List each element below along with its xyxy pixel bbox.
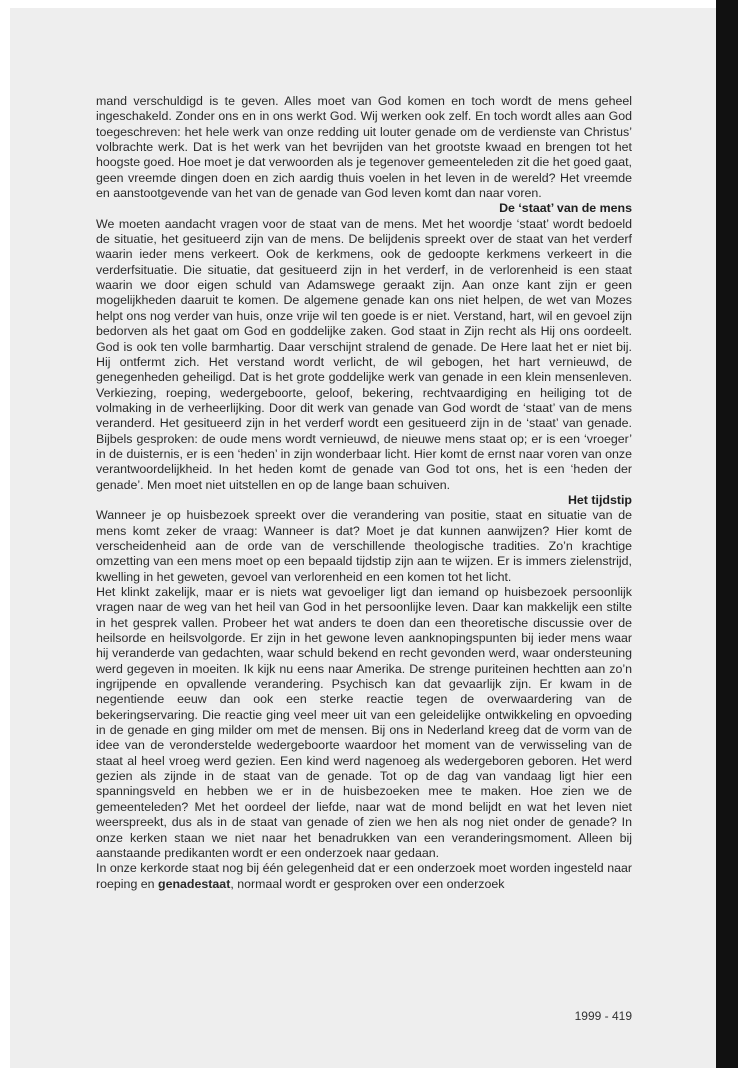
intro-paragraph: mand verschuldigd is te geven. Alles moet van God komen en toch wordt de mens geheel ingeschakeld. Zonder ons en in ons werkt God. Wij werken ook zelf. En toch wordt alles aan God toegeschreven: het hele werk van onze redding uit louter genade om de verdienste van Christus’ volbrachte werk. Dat is het werk van het bevrijden van het grootste kwaad en brengen tot het hoogste goed. Hoe moet je dat verwoorden als je tegenover gemeenteleden zit die het goed gaat, geen vreemde dingen doen en zich aardig thuis voelen in het leven in de wereld? Het vreemde en aanstootgevende van het van de genade van God leven komt dan naar voren.	[96, 94, 632, 201]
scan-edge-right	[716, 0, 738, 1068]
article-body	[96, 94, 632, 892]
heading-staat-van-de-mens: De ‘staat’ van de mens	[499, 201, 632, 216]
staat-paragraph: We moeten aandacht vragen voor de staat van de mens. Met het woordje ‘staat’ wordt bedoeld de situatie, het gesitueerd zijn van de mens. De belijdenis spreekt over de staat van het verderf waarin ieder mens verkeert. Ook de kerkmens, ook de gedoopte kerkmens verkeert in die verderfsituatie. Die situatie, dat gesitueerd zijn in het verderf, in de verlorenheid is een staat waarin we door eigen schuld van Adamswege geraakt zijn. Aan onze kant zijn er geen mogelijkheden daaruit te komen. De algemene genade kan ons niet helpen, de wet van Mozes helpt ons nog verder van huis, onze vrije wil ten goede is er niet. Verstand, hart, wil en gevoel zijn bedorven als het gaat om God en goddelijke zaken. God staat in Zijn recht als Hij ons oordeelt. God is ook ten volle barmhartig. Daar verschijnt stralend de genade. De Here laat het er niet bij. Hij ontfermt zich. Het verstand wordt verlicht, de wil gebogen, het hart vernieuwd, de genegenheden geheiligd. Dat is het grote goddelijke werk van genade in een klein mensenleven. Verkiezing, roeping, wedergeboorte, geloof, bekering, rechtvaardiging en heiliging tot de volmaking in de verheerlijking. Door dit werk van genade van God wordt de ‘staat’ van de mens veranderd. Het gesitueerd zijn in het verderf wordt een gesitueerd zijn in de ‘staat’ van genade. Bijbels gesproken: de oude mens wordt vernieuwd, de nieuwe mens staat op; er is een ‘vroeger’ in de duisternis, er is een ‘heden’ in zijn wonderbaar licht. Hier komt de ernst naar voren van onze verantwoordelijkheid. In het heden komt de genade van God tot ons, het is een ‘heden der genade’. Men moet niet uitstellen en op de lange baan schuiven.	[96, 216, 632, 492]
tijdstip-paragraph-1: Wanneer je op huisbezoek spreekt over die verandering van positie, staat en situatie van de mens komt zeker de vraag: Wanneer is dat? Moet je dat kunnen aanwijzen? Hier komt de verscheidenheid aan de orde van de verschillende theologische tradities. Zo’n krachtige omzetting van een mens moet op een bepaald tijdstip zijn aan te wijzen. Er is immers zielenstrijd, kwelling in het geweten, gevoel van verlorenheid en een komen tot het licht.	[96, 508, 632, 584]
tijdstip-paragraph-3-end: , normaal wordt er gesproken over een onderzoek	[230, 876, 505, 891]
tijdstip-paragraph-3-start: In onze kerkorde staat nog bij één gelegenheid dat er een onderzoek moet worden ingesteld naar roeping en	[96, 861, 632, 891]
tijdstip-paragraph-2: Het klinkt zakelijk, maar er is niets wat gevoeliger ligt dan iemand op huisbezoek persoonlijk vragen naar de weg van het heil van God in het persoonlijke leven. Daar kan makkelijk een stilte in het gesprek vallen. Probeer het wat anders te doen dan een theoretische discussie over de heilsorde en heilsvolgorde. Er zijn in het gewone leven aanknopingspunten bij ieder mens waar hij veranderde van gedachten, waar schuld bekend en recht gevonden werd, waar ondersteuning werd gegeven in moeiten. Ik kijk nu eens naar Amerika. De strenge puriteinen hechtten aan zo’n ingrijpende en opvallende verandering. Psychisch kan dat gevaarlijk zijn. Er kwam in de negentiende eeuw dan ook een sterke reactie tegen de overwaardering van de bekeringservaring. Die reactie ging veel meer uit van een geleidelijke ontwikkeling en opvoeding in de genade en ging milder om met de mensen. Bij ons in Nederland kreeg dat de vorm van de idee van de veronderstelde wedergeboorte waardoor het moment van de verwisseling van de staat al heel vroeg werd gezien. Een kind werd nagenoeg als wedergeboren geboren. Het werd gezien als zijnde in de staat van de genade. Tot op de dag van vandaag ligt hier een spanningsveld en hebben we er in de huisbezoeken mee te maken. Hoe zien we de gemeenteleden? Met het oordeel der liefde, naar wat de mond belijdt en wat het leven niet weerspreekt, dus als in de staat van genade of zien we hen als nog niet onder de genade? In onze kerken staan we niet naar het benadrukken van een veranderingsmoment. Alleen bij aanstaande predikanten wordt er een onderzoek naar gedaan.	[96, 585, 632, 860]
scan-edge-top	[0, 0, 738, 8]
tijdstip-paragraph-3	[96, 861, 632, 892]
heading-het-tijdstip: Het tijdstip	[567, 492, 632, 507]
genadestaat-term: genadestaat	[158, 876, 231, 891]
page-number: 1999 - 419	[574, 1009, 632, 1023]
scan-edge-left	[0, 0, 10, 1068]
